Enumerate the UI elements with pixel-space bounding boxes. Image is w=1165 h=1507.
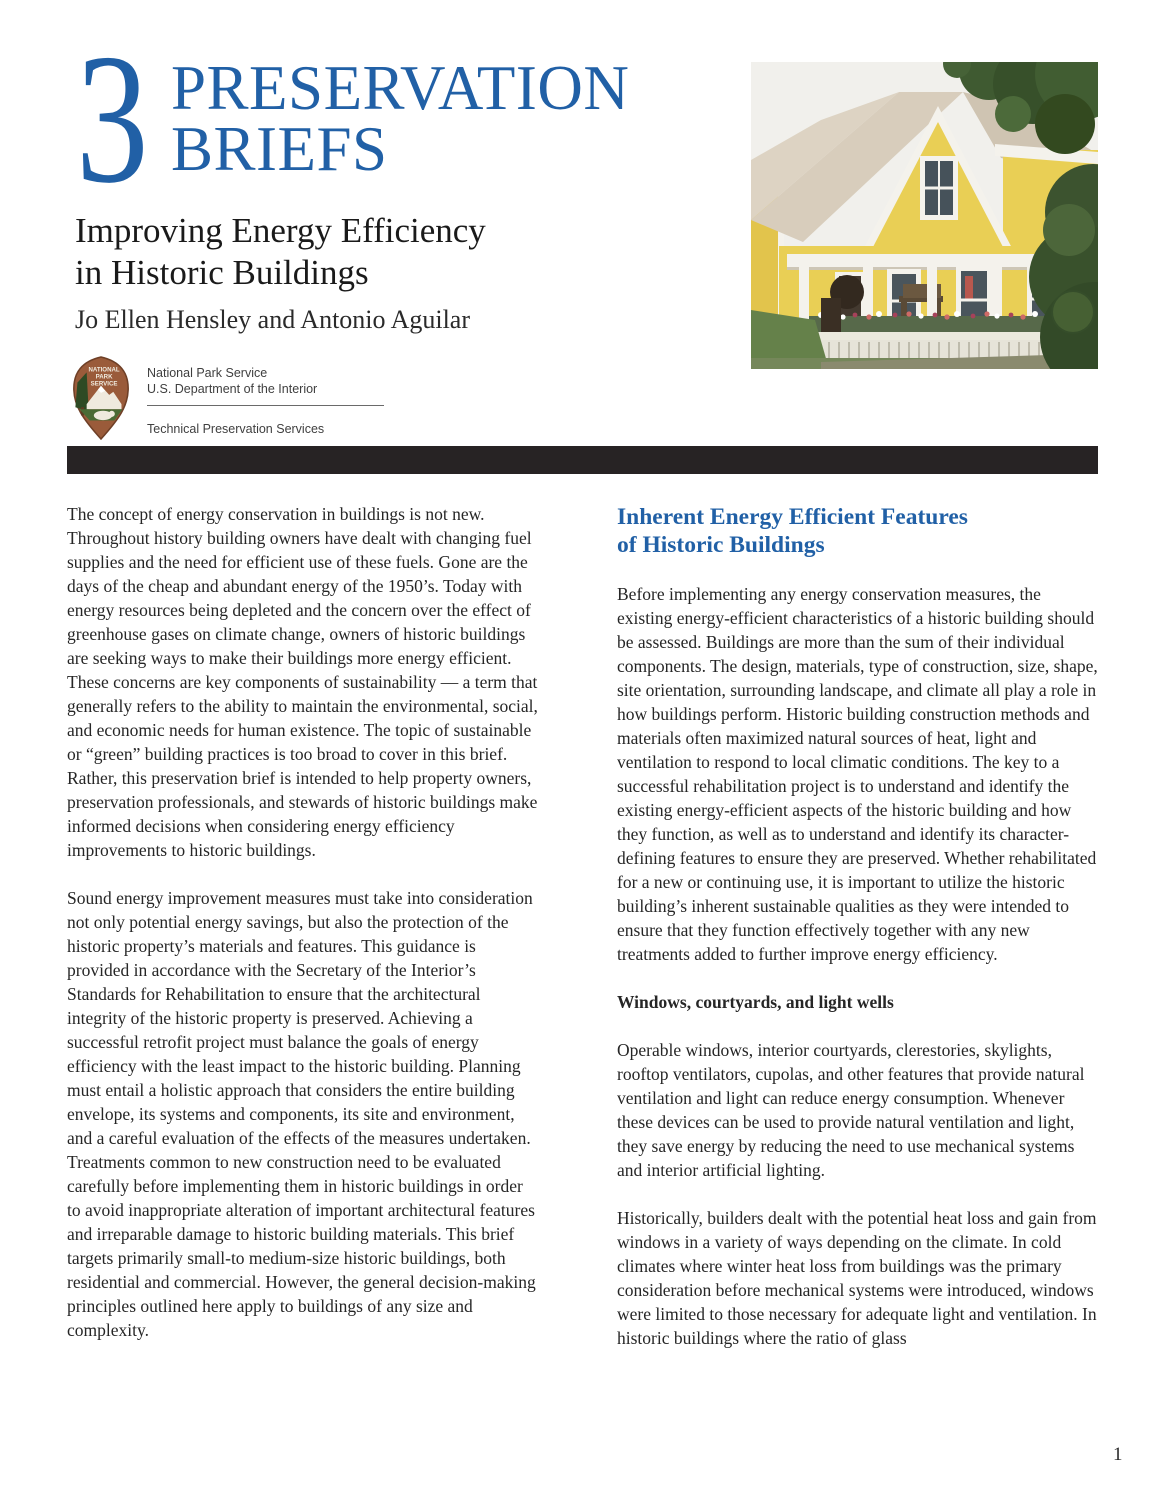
body-paragraph: Before implementing any energy conservation measures, the existing energy-efficient characteristics of a historic building should be assessed. Buildings are more than the sum of their individual components. The design, materials, type of construction, size, shape, site orientation, surrounding landscape, and climate all play a role in how buildings perform. Historic building construction methods and materials often maximized natural sources of heat, light and ventilation to respond to local climatic conditions. The key to a successful rehabilitation project is to understand and identify the existing energy-efficient aspects of the historic building and how they function, as well as to understand and identify its character-defining features to ensure they are preserved. Whether rehabilitated for a new or continuing use, it is important to utilize the historic building’s inherent sustainable qualities as they were intended to ensure that they function effectively together with any new treatments added to further improve energy efficiency. [617,584,1098,964]
left-column [67,502,540,1366]
body-paragraph: Historically, builders dealt with the potential heat loss and gain from windows in a variety of ways depending on the climate. In cold climates where winter heat loss from buildings was the primary consideration before mechanical systems were introduced, windows were limited to those necessary for adequate light and ventilation. In historic buildings where the ratio of glass [617,1208,1097,1348]
masthead-series-block [76,16,630,222]
series-title-line2: BRIEFS [171,114,388,184]
body-paragraph: The concept of energy conservation in buildings is not new. Throughout history building owners have dealt with changing fuel supplies and the need for efficient use of these fuels. Gone are the days of the cheap and abundant energy of the 1950’s. Today with energy resources being depleted and the concern over the effect of greenhouse gases on climate change, owners of historic buildings are seeking ways to make their buildings more energy efficient. These concerns are key components of sustainability — a term that generally refers to the ability to maintain the environmental, social, and economic needs for human existence. The topic of sustainable or “green” building practices is too broad to cover in this brief. Rather, this preservation brief is intended to help property owners, preservation professionals, and stewards of historic buildings make informed decisions when considering energy efficiency improvements to historic buildings. [67,504,538,860]
header-divider-bar [67,446,1098,474]
logo-text-line1: NATIONAL [88,366,120,374]
series-title [171,53,630,184]
logo-text-line3: SERVICE [90,380,118,388]
agency-block [67,356,384,440]
agency-line3: Technical Preservation Services [147,422,325,436]
page-title-line1: Improving Energy Efficiency [75,211,486,250]
agency-line2: U.S. Department of the Interior [147,382,318,396]
page-title [75,210,486,294]
issue-number: 3 [76,16,149,222]
agency-text [147,356,384,437]
logo-text-line2: PARK [95,373,113,381]
nps-arrowhead-logo-icon [67,356,135,440]
body-paragraph: Operable windows, interior courtyards, clerestories, skylights, rooftop ventilators, cupolas, and other features that provide natural ventilation and light can reduce energy consumption. Whenever these devices can be used to provide natural ventilation and light, they save energy by reducing the need to use mechanical systems and interior artificial lighting. [617,1040,1085,1180]
section-heading-line2: of Historic Buildings [617,532,825,558]
page-title-line2: in Historic Buildings [75,253,369,292]
series-title-line1: PRESERVATION [171,53,630,123]
subsection-heading: Windows, courtyards, and light wells [617,992,894,1012]
section-heading [617,503,1098,559]
historic-house-photo [751,62,1098,369]
byline: Jo Ellen Hensley and Antonio Aguilar [75,305,471,334]
body-paragraph: Sound energy improvement measures must take into consideration not only potential energy savings, but also the protection of the historic property’s materials and features. This guidance is provided in accordance with the Secretary of the Interior’s Standards for Rehabilitation to ensure that the architectural integrity of the historic property is preserved. Achieving a successful retrofit project must balance the goals of energy efficiency with the least impact to the historic building. Planning must entail a holistic approach that considers the entire building envelope, its systems and components, its site and environment, and a careful evaluation of the effects of the measures undertaken. Treatments common to new construction need to be evaluated carefully before implementing them in historic buildings in order to avoid inappropriate alteration of important architectural features and irreparable damage to historic building materials. This brief targets primarily small-to medium-size historic buildings, both residential and commercial. However, the general decision-making principles outlined here apply to buildings of any size and complexity. [67,888,536,1340]
right-column [617,501,1098,1374]
page-number: 1 [1113,1444,1123,1465]
agency-line1: National Park Service [147,366,268,380]
agency-divider [147,405,384,406]
section-heading-line1: Inherent Energy Efficient Features [617,504,968,530]
